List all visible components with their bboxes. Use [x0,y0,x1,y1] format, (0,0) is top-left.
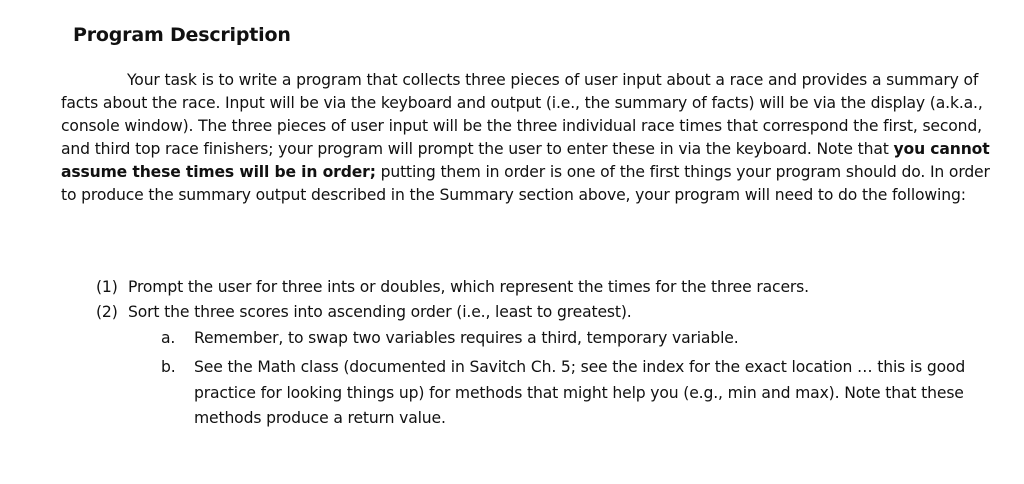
list-item-1-text: Prompt the user for three ints or doubles, which represent the times for the three racers. [128,278,809,296]
paragraph-text-start: Your task is to write a program that collects three pieces of user input about a race and provides a summary of facts about the race. Input will be via the keyboard and output (i.e., the summary of facts) will be via the display (a.k.a., console window). The three pieces of user input will be the three individual race times that correspond the first, second, and third top race finishers; your program will prompt the user to enter these in via the keyboard. Note that [61,71,983,158]
sublist-item-a-text: Remember, to swap two variables requires a third, temporary variable. [194,329,739,347]
list-marker-2: (2) [96,303,118,321]
section-heading: Program Description [73,24,291,46]
sublist-marker-b: b. [161,358,176,376]
sublist-item-b-text: See the Math class (documented in Savitch Ch. 5; see the index for the exact location … this is good practice for looking things up) for methods that might help you (e.g., min and max). Note that these methods produce a return value. [194,358,966,427]
paragraph-text-end: putting them in order is one of the first things your program should do. In order to produce the summary output described in the Summary section above, your program will need to do the following: [61,163,990,204]
sublist-marker-a: a. [161,329,176,347]
sublist-item-a [161,327,1001,350]
list-item-2 [96,301,976,324]
paragraph-bold-warning: you cannot assume these times will be in order; [61,140,990,181]
list-item-1 [96,276,976,299]
sublist-item-b [161,355,1001,432]
description-paragraph [61,69,996,207]
list-marker-1: (1) [96,278,118,296]
list-item-2-text: Sort the three scores into ascending order (i.e., least to greatest). [128,303,632,321]
